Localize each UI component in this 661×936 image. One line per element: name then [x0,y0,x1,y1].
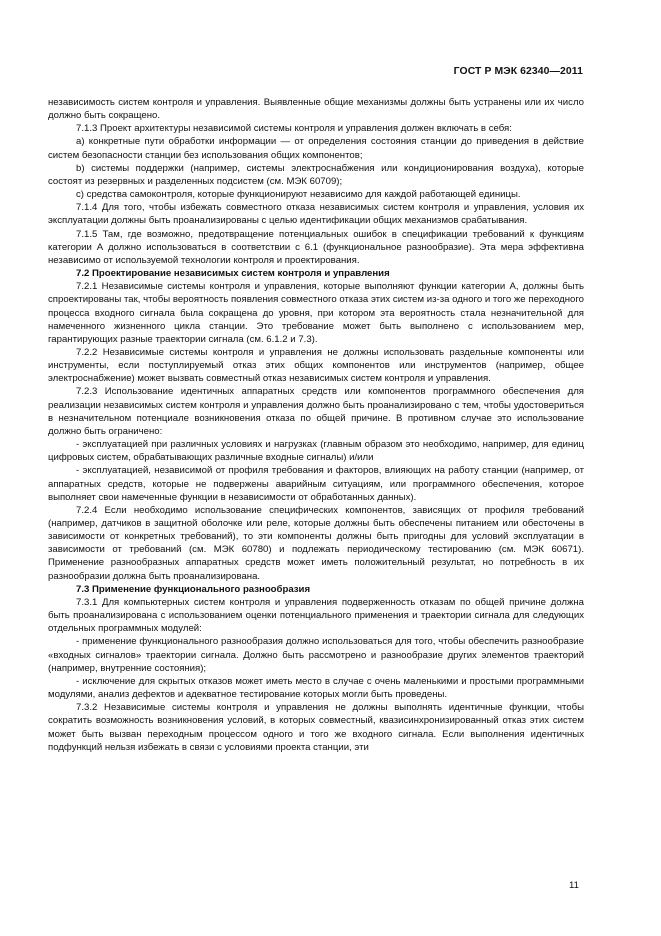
dash-item: - эксплуатацией при различных условиях и нагрузках (главным образом это необходимо, например, для единиц цифровых систем, обрабатывающих различные входные сигналы) и/или [48,439,584,464]
dash-item: - эксплуатацией, независимой от профиля требования и факторов, влияющих на работу станции (например, от аппаратных средств, которые не подвержены аварийным ситуациям, или программного обеспечения, которое выполняет свои намеченные функции в независимости от обработанных данных). [48,465,584,503]
paragraph-continuation: независимость систем контроля и управления. Выявленные общие механизмы должны быть устранены или их число должно быть сокращено. [48,97,584,122]
paragraph-7-3-1: 7.3.1 Для компьютерных систем контроля и управления подверженность отказам по общей причине должна быть проанализирована с использованием оценки потенциального применения и траектории сигнала для следующих отдельных программных модулей: [48,596,584,635]
document-standard-id: ГОСТ Р МЭК 62340—2011 [453,66,583,77]
document-body [48,96,584,754]
paragraph-7-2-4: 7.2.4 Если необходимо использование специфических компонентов, зависящих от профиля требований (например, датчиков в защитной оболочке или реле, которые должны быть обеспечены питанием или обесточены в зависимости от конкретных требований), то эти компоненты должны быть пригодны для условий эксплуатации в зависимости от требований (см. МЭК 60780) и подлежать периодическому тестированию (см. МЭК 60671). Применение разнообразных аппаратных средств может иметь положительный результат, но потребность в их разнообразии должна быть проанализирована. [48,504,584,582]
paragraph-7-2-3: 7.2.3 Использование идентичных аппаратных средств или компонентов программного обеспечения для реализации независимых систем контроля и управления должно быть проанализировано с тем, чтобы удостовериться в незначительном потенциале возникновения отказа по общей причине. В противном случае это использование должно быть ограничено: [48,386,584,437]
list-item-a: a) конкретные пути обработки информации — от определения состояния станции до приведения в действие систем безопасности станции без использования общих компонентов; [48,136,584,161]
paragraph-7-1-3: 7.1.3 Проект архитектуры независимой системы контроля и управления должен включать в себя: [76,123,512,135]
page-number: 11 [569,880,579,891]
paragraph-7-1-4: 7.1.4 Для того, чтобы избежать совместного отказа независимых систем контроля и управления, условия их эксплуатации должны быть проанализированы с целью идентификации общих механизмов срабатывания. [48,202,584,227]
paragraph-7-2-2: 7.2.2 Независимые системы контроля и управления не должны использовать раздельные компоненты или инструменты, если поступлируемый отказ этих общих компонентов или инструментов (например, общее электроснабжение) может вызвать совместный отказ независимых систем контроля и управления. [48,346,584,385]
paragraph-7-1-5: 7.1.5 Там, где возможно, предотвращение потенциальных ошибок в спецификации требований к функциям категории А должно использоваться в соответствии с 6.1 (функциональное разнообразие). Эта мера эффективна независимо от используемой технологии контроля и проектирования. [48,228,584,266]
section-heading-7-2: 7.2 Проектирование независимых систем контроля и управления [76,268,390,280]
section-heading-7-3: 7.3 Применение функционального разнообразия [76,583,311,595]
list-item-b: b) системы поддержки (например, системы электроснабжения или кондиционирования воздуха), которые состоят из резервных и разделенных подсистем (см. МЭК 60709); [48,162,584,187]
dash-item: - применение функционального разнообразия должно использоваться для того, чтобы обеспечить разнообразие «входных сигналов» траектории сигнала. Должно быть рассмотрено и разнообразие других элементов траекторий (например, внутренние состояния); [48,636,584,674]
paragraph-7-3-2: 7.3.2 Независимые системы контроля и управления не должны выполнять идентичные функции, чтобы сократить возможность возникновения условий, в которых совместный, квазисинхронизированный отказ этих систем может быть вызван переходным процессом одного и того же входного сигнала. Если выполнения идентичных подфункций нельзя избежать в связи с условиями проекта станции, эти [48,702,584,753]
list-item-c: c) средства самоконтроля, которые функционируют независимо для каждой работающей единицы. [76,189,521,201]
paragraph-7-2-1: 7.2.1 Независимые системы контроля и управления, которые выполняют функции категории А, должны быть спроектированы так, чтобы вероятность появления совместного отказа этих систем из-за одного и того же переходного процесса входного сигнала была сокращена до уровня, при котором эта вероятность стала незначительной для намеченного жизненного цикла станции. Это требование может быть выполнено с использованием мер, гарантирующих разные траектории сигнала (см. 6.1.2 и 7.3). [48,281,584,345]
dash-item: - исключение для скрытых отказов может иметь место в случае с очень маленькими и простыми программными модулями, анализ дефектов и адекватное тестирование которых могли быть проведены. [48,675,584,701]
